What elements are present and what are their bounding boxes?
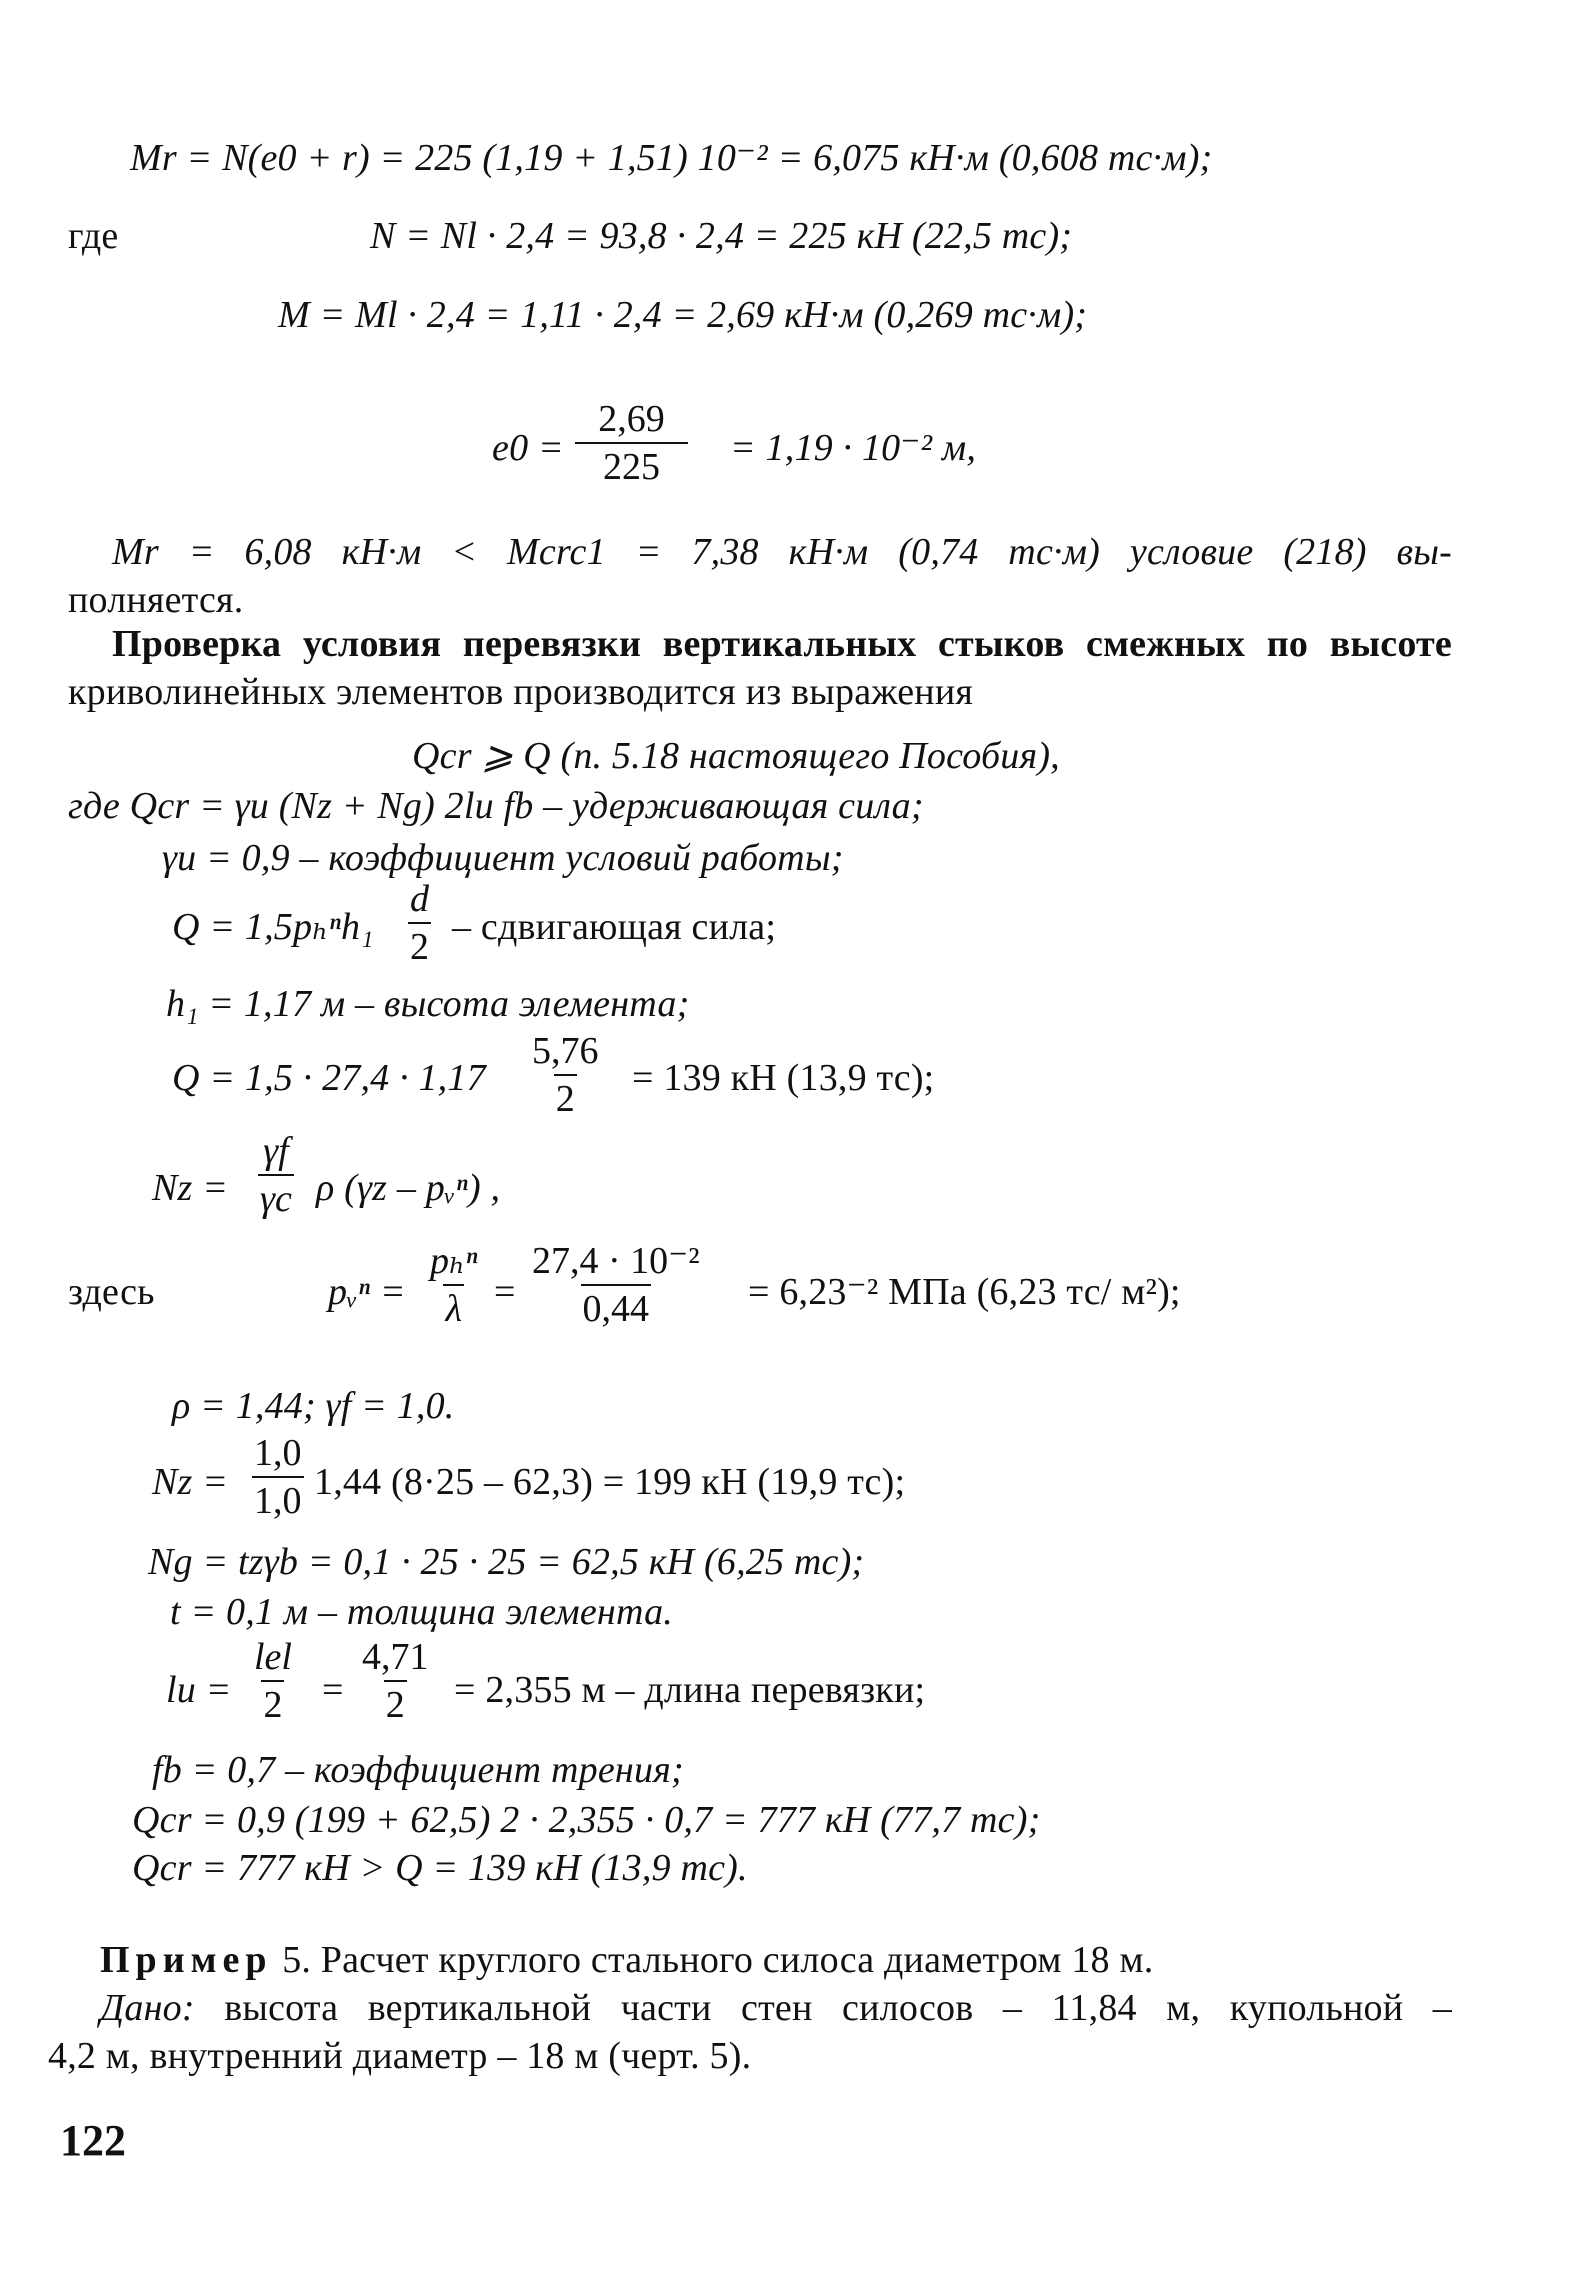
ng-definition: Ng = tzγb = 0,1 · 25 · 25 = 62,5 кН (6,25 тс); <box>148 1541 865 1583</box>
formula-lu-eq: = <box>322 1669 344 1711</box>
qcr-result: Qcr = 777 кН > Q = 139 кН (13,9 тс). <box>132 1847 748 1889</box>
fraction-lu-2 <box>360 1636 431 1726</box>
formula-lu-rhs: = 2,355 м – длина перевязки; <box>454 1669 926 1711</box>
formula-mr: Mr = N(e0 + r) = 225 (1,19 + 1,51) 10⁻² = 6,075 кН·м (0,608 тс·м); <box>130 137 1213 179</box>
fraction-lu-1 <box>252 1636 294 1726</box>
fraction-denominator: γc <box>258 1174 294 1220</box>
given-line <box>100 1986 1452 2030</box>
fraction-nz <box>258 1130 294 1220</box>
formula-q2-lhs: Q = 1,5 · 27,4 · 1,17 <box>172 1057 486 1099</box>
fraction-numerator: 4,71 <box>362 1636 429 1678</box>
fraction-numerator: lel <box>254 1636 292 1678</box>
fraction-nz2 <box>252 1432 304 1522</box>
formula-nz2-lhs: Nz = <box>152 1461 229 1503</box>
formula-e0-rhs: = 1,19 · 10⁻² м, <box>730 427 977 469</box>
fraction-e0 <box>575 398 688 488</box>
fraction-denominator: λ <box>443 1284 463 1330</box>
formula-nz-rhs: ρ (γz – pᵥⁿ) , <box>316 1167 501 1209</box>
formula-m: M = Ml · 2,4 = 1,11 · 2,4 = 2,69 кН·м (0,269 тс·м); <box>278 294 1088 336</box>
h1-definition: h₁ = 1,17 м – высота элемента; <box>166 983 690 1025</box>
fraction-numerator: pₕⁿ <box>430 1240 478 1282</box>
example-label: Пример <box>100 1939 273 1981</box>
fraction-numerator: 5,76 <box>532 1030 599 1072</box>
fraction-numerator: d <box>410 878 429 920</box>
fraction-numerator: 27,4 · 10⁻² <box>532 1240 700 1282</box>
qcr-definition: где Qcr = γu (Nz + Ng) 2lu fb – удерживающая сила; <box>68 785 924 827</box>
given-text: высота вертикальной части стен силосов – 11,84 м, купольной – <box>224 1987 1452 2029</box>
formula-e0-lhs: e0 = <box>492 427 564 469</box>
formula-lu-lhs: lu = <box>166 1669 232 1711</box>
formula-q2-rhs: = 139 кН (13,9 тс); <box>632 1057 935 1099</box>
rho-definition: ρ = 1,44; γf = 1,0. <box>172 1385 455 1427</box>
paragraph-line-2: криволинейных элементов производится из выражения <box>68 671 974 713</box>
formula-q-rhs: – сдвигающая сила; <box>452 906 777 948</box>
t-definition: t = 0,1 м – толщина элемента. <box>170 1591 673 1633</box>
here-label: здесь <box>68 1271 155 1313</box>
example-title: 5. Расчет круглого стального силоса диаметром 18 м. <box>282 1939 1154 1981</box>
formula-pv-rhs: = 6,23⁻² МПа (6,23 тс/ м²); <box>748 1271 1181 1313</box>
qcr-calculation: Qcr = 0,9 (199 + 62,5) 2 · 2,355 · 0,7 = 777 кН (77,7 тс); <box>132 1799 1041 1841</box>
fb-definition: fb = 0,7 – коэффициент трения; <box>152 1749 684 1791</box>
fraction-denominator: 2 <box>384 1680 407 1726</box>
formula-mr-check-cont: полняется. <box>68 579 244 621</box>
fraction-denominator: 225 <box>575 442 688 488</box>
formula-nz-lhs: Nz = <box>152 1167 229 1209</box>
example-heading <box>100 1938 1153 1982</box>
fraction-q2 <box>530 1030 601 1120</box>
fraction-denominator: 2 <box>261 1680 284 1726</box>
formula-q-lhs: Q = 1,5pₕⁿh₁ <box>172 906 374 948</box>
where-label: где <box>68 215 119 257</box>
fraction-denominator: 0,44 <box>581 1284 652 1330</box>
formula-pv-lhs: pᵥⁿ = <box>328 1271 406 1313</box>
given-label: Дано: <box>100 1987 195 2029</box>
formula-mr-check: Mr = 6,08 кН·м < Mcrc1 = 7,38 кН·м (0,74 тс·м) условие (218) вы- <box>112 531 1452 573</box>
fraction-pv-2 <box>530 1240 702 1330</box>
formula-nz2-rhs: 1,44 (8·25 – 62,3) = 199 кН (19,9 тс); <box>314 1461 906 1503</box>
formula-pv-eq: = <box>494 1271 516 1313</box>
fraction-numerator: γf <box>263 1130 289 1172</box>
paragraph-bold-lead: Проверка условия перевязки вертикальных стыков смежных по высоте <box>112 623 1452 665</box>
given-line-2: 4,2 м, внутренний диаметр – 18 м (черт. 5). <box>48 2035 752 2077</box>
fraction-denominator: 1,0 <box>252 1476 304 1522</box>
condition-qcr-ge-q: Qcr ⩾ Q (п. 5.18 настоящего Пособия), <box>412 735 1060 777</box>
fraction-numerator: 1,0 <box>254 1432 302 1474</box>
page-number: 122 <box>60 2116 126 2165</box>
fraction-denominator: 2 <box>554 1074 577 1120</box>
fraction-pv-1 <box>428 1240 479 1330</box>
fraction-numerator: 2,69 <box>598 398 665 440</box>
formula-n: N = Nl · 2,4 = 93,8 · 2,4 = 225 кН (22,5 тс); <box>370 215 1073 257</box>
gamma-u: γu = 0,9 – коэффициент условий работы; <box>162 837 844 879</box>
fraction-denominator: 2 <box>408 922 431 968</box>
fraction-q <box>408 878 431 968</box>
